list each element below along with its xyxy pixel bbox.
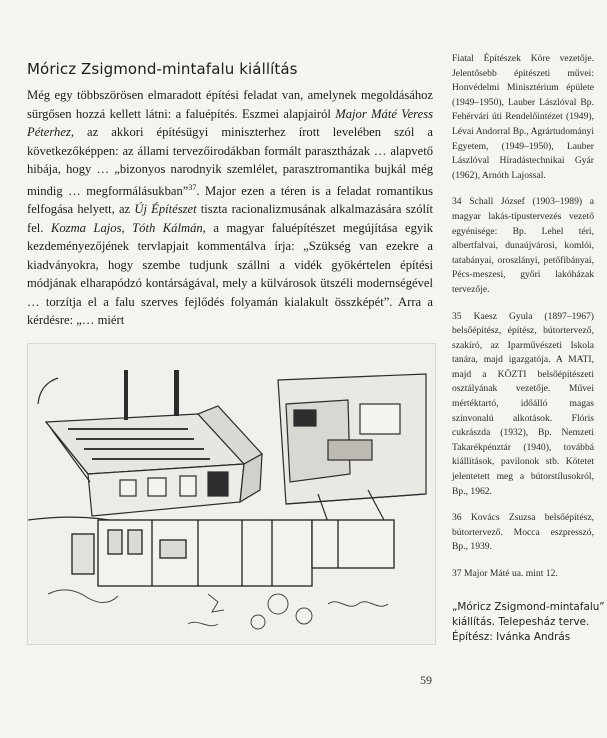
section-heading: Móricz Zsigmond-mintafalu kiállítás <box>27 60 298 78</box>
footnote-ref: 37 <box>188 182 197 192</box>
footnotes-column <box>452 52 594 594</box>
footnote-36: 36 Kovács Zsuzsa belsőépítész, bútortervező. Mocca eszpresszó, Bp., 1939. <box>452 512 594 553</box>
footnote-34: 34 Schall József (1903–1989) a magyar lakás-típustervezés vezető egyénisége: Bp. Lehel téri, albertfalvai, dunaújvárosi, komlói, tatabányai, oroszlányi, petőfibányai, Pécs-meszesi, győri lakóházak tervezője. <box>452 196 594 295</box>
page-number: 59 <box>420 673 432 687</box>
footnote-37: 37 Major Máté ua. mint 12. <box>452 568 558 579</box>
caption-line: kiállítás. Telepesház terve. <box>452 616 590 629</box>
footnote-35: 35 Kaesz Gyula (1897–1967) belsőépítész, építész, bútortervező, szakíró, az Iparművészeti Iskola tanára, majd igazgatója. A MATI, majd a KÖZTI belsőépítészeti osztályának vezetője. Művei mértéktartó, időálló magas színvonalú alkotások. Flóris cukrászda (1932), Bp. Nemzeti Takarékpénztár (1940), továbbá kiállítások, pavilonok stb. Kötetet jelentetett meg a bútorstílusokról, Bp., 1962. <box>452 310 594 497</box>
person-names: Kozma Lajos, Tóth Kálmán, <box>50 220 206 235</box>
main-text-column <box>27 86 433 330</box>
footnote-continuation: Fiatal Építészek Köre vezetője. Jelentősebb építészeti művei: Honvédelmi Minisztérium épülete (1949–1950), Lauber Lászlóval Bp. Fehérvári úti Rendelőintézet (1949), Lévai Andorral Bp., Agrártudományi Egyetem, (1949–1950), Lauber Lászlóval Híradástechnikai Gyár (1962), Arnóth Lajossal. <box>452 53 595 181</box>
journal-title: Új Építészet <box>134 202 197 217</box>
text-run: a magyar faluépítészet megújítása egyik kezdeményezőjének tervlapjait kommentálva írja: „Szükség van ezekre a kiadványokra, hogy szembe tudjunk szállni a vidék gyökértelen építési módjának elharapódzó kontárságával, mely a külvárosok ütszéli modernségével … torzítja el a falu szerves fejlődés folyamán kialakult összképét”. Arra a kérdésre: „… miért <box>27 220 433 328</box>
main-paragraph <box>27 86 433 330</box>
person-name: Veress Péterhez <box>27 106 434 139</box>
caption-line: „Móricz Zsigmond-mintafalu” <box>452 601 605 613</box>
house-plan-drawing <box>28 344 435 644</box>
text-run: Még egy többszörösen elmaradott építési feladat van, amelynek megoldásához sürgősen hozzá kellett látni: a faluépítés. Eszmei alapjairól <box>27 88 433 121</box>
text-run: , az akkori építésügyi miniszterhez írott levelében szól a következőképpen: az állami tervezőirodákban formált parasztházak … alapvető hibája, hogy … „bizonyos narodnyik szemlélet, parasztromantika bujkál még mindig … megformálásukban” <box>27 125 433 198</box>
text-run: . Major ezen a téren is a feladat romantikus felfogása helyett, az <box>27 183 433 217</box>
architectural-sketch-figure <box>27 343 436 645</box>
figure-caption <box>452 600 605 646</box>
text-run: tiszta racionalizmusának alkalmazására szólít fel. <box>27 202 433 235</box>
person-name: Major Máté <box>335 106 397 121</box>
caption-line: Építész: Ivánka András <box>452 631 571 644</box>
